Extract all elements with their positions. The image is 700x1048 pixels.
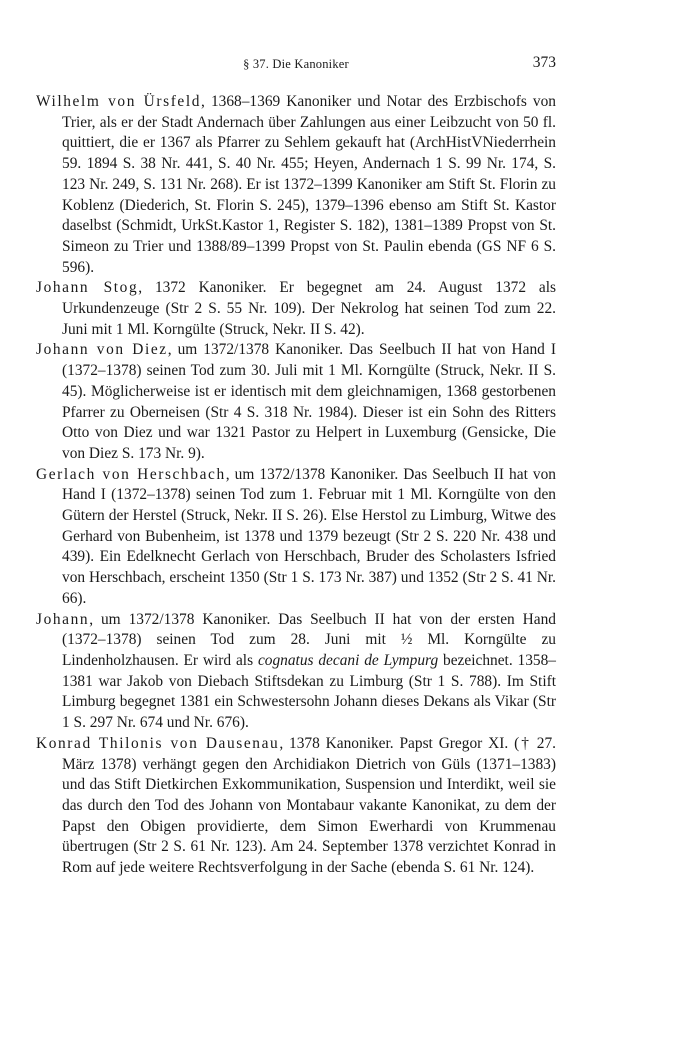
entry-name: Johann: [36, 610, 90, 628]
entry-gerlach-von-herschbach: [36, 465, 556, 610]
page-body: [36, 92, 556, 879]
entry-text: , 1378 Kanoniker. Papst Gregor XI. († 27. März 1378) verhängt gegen den Archidiakon Dietrich von Güls (1371–1383) und das Stift Dietkirchen Exkommunikation, Suspension und Interdikt, weil sie das durch den Tod des Johann von Montabaur vakante Kanonikat, zu dem der Papst den Obigen providierte, dem Simon Ewerhardi von Krummenau übertrugen (Str 2 S. 61 Nr. 123). Am 24. September 1378 verzichtet Konrad in Rom auf jede weitere Rechtsverfolgung in der Sache (ebenda S. 61 Nr. 124).: [62, 734, 557, 877]
entry-name: Johann Stog: [36, 279, 139, 297]
entry-konrad-thilonis-von-dausenau: [36, 734, 556, 879]
entry-text: , 1368–1369 Kanoniker und Notar des Erzbischofs von Trier, als er der Stadt Andernach über Zahlungen aus einer Leibzucht von 50 fl. quittiert, die er 1367 als Pfarrer zu Sehlem gekauft hat (ArchHistVNiederrhein 59. 1894 S. 38 Nr. 441, S. 40 Nr. 455; Heyen, Andernach 1 S. 99 Nr. 174, S. 123 Nr. 249, S. 131 Nr. 268). Er ist 1372–1399 Kanoniker am Stift St. Florin zu Koblenz (Diederich, St. Florin S. 245), 1379–1396 ebenso am Stift St. Kastor daselbst (Schmidt, UrkSt.Kastor 1, Register S. 182), 1381–1389 Propst von St. Simeon zu Trier und 1388/89–1399 Propst von St. Paulin ebenda (GS NF 6 S. 596).: [62, 93, 556, 276]
entry-johann-von-diez: [36, 340, 556, 464]
entry-text: , um 1372/1378 Kanoniker. Das Seelbuch II hat von der ersten Hand (1372–1378) seinen Tod zum 28. Juni mit ½ Ml. Korngülte zu Lindenholzhausen. Er wird als: [62, 610, 556, 669]
running-head: § 37. Die Kanoniker: [243, 57, 349, 71]
entry-johann: [36, 610, 556, 734]
entry-wilhelm-von-uersfeld: [36, 92, 556, 278]
entry-text: , 1372 Kanoniker. Er begegnet am 24. August 1372 als Urkundenzeuge (Str 2 S. 55 Nr. 109). Der Nekrolog hat seinen Tod zum 22. Juni mit 1 Ml. Korngülte (Struck, Nekr. II S. 42).: [62, 279, 556, 338]
entry-italic-phrase: cognatus decani de Lympurg: [257, 651, 439, 669]
entry-text: bezeichnet. 1358–1381 war Jakob von Diebach Stiftsdekan zu Limburg (Str 1 S. 788). Im Stift Limburg begegnet 1381 ein Schwestersohn Johann dieses Dekans als Vikar (Str 1 S. 297 Nr. 674 und Nr. 676).: [62, 651, 556, 732]
entry-text: , um 1372/1378 Kanoniker. Das Seelbuch II hat von Hand I (1372–1378) seinen Tod zum 30. Juli mit 1 Ml. Korngülte (Struck, Nekr. II S. 45). Möglicherweise ist er identisch mit dem gleichnamigen, 1368 gestorbenen Pfarrer zu Oberneisen (Str 4 S. 318 Nr. 1984). Dieser ist ein Sohn des Ritters Otto von Diez und war 1321 Pastor zu Helpert in Luxemburg (Gensicke, Die von Diez S. 173 Nr. 9).: [62, 341, 556, 462]
entry-johann-stog: [36, 278, 556, 340]
entry-name: Wilhelm von Ürsfeld: [36, 93, 202, 110]
entry-name: Gerlach von Herschbach: [36, 465, 226, 483]
entry-name: Konrad Thilonis von Dausenau: [36, 734, 280, 752]
entry-name: Johann von Diez: [36, 341, 168, 359]
page-number: 373: [532, 54, 556, 71]
entry-text: , um 1372/1378 Kanoniker. Das Seelbuch II hat von Hand I (1372–1378) seinen Tod zum 1. Februar mit 1 Ml. Korngülte von den Gütern der Herstel (Struck, Nekr. II S. 26). Else Herstol zu Limburg, Witwe des Gerhard von Bubenheim, ist 1378 und 1379 bezeugt (Str 2 S. 220 Nr. 438 und 439). Ein Edelknecht Gerlach von Herschbach, Bruder des Scholasters Isfried von Herschbach, erscheint 1350 (Str 1 S. 173 Nr. 387) und 1352 (Str 2 S. 41 Nr. 66).: [62, 465, 556, 607]
page-header: [36, 54, 556, 74]
